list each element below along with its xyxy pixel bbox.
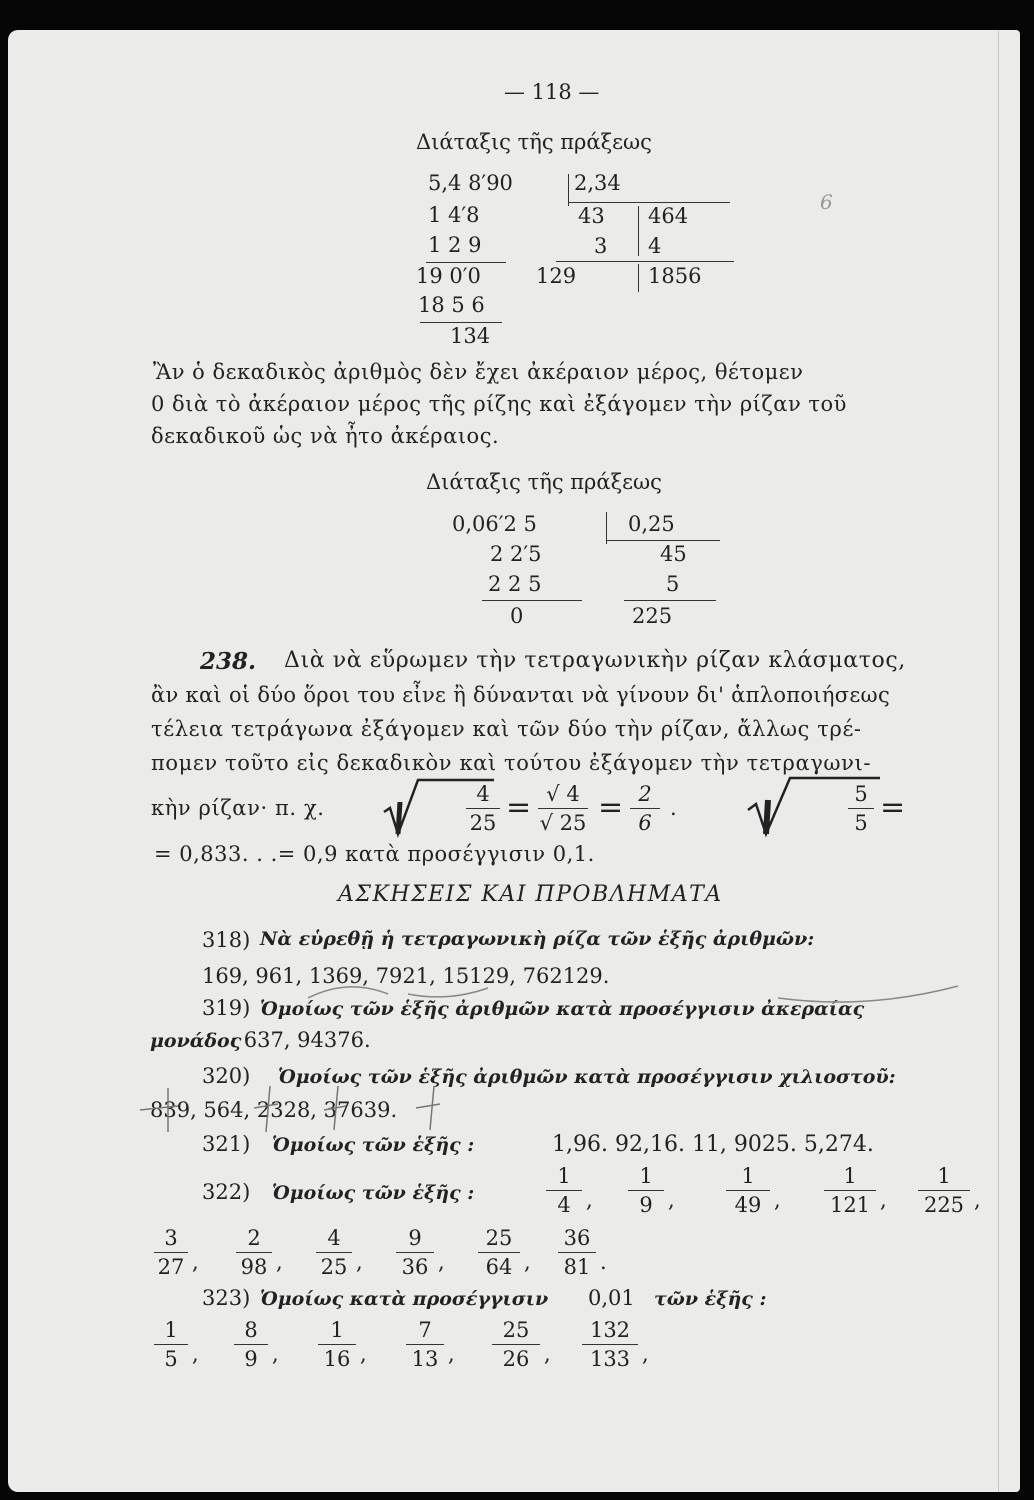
numerator: 3 [164,1226,178,1250]
separator: , [360,1342,367,1366]
exercise-values: : 637, 94376. [230,1028,371,1052]
right-b: 1856 [648,264,702,288]
fraction [824,1164,876,1217]
separator: , [642,1342,649,1366]
fraction [478,1226,520,1279]
denominator: 133 [589,1347,631,1371]
left-line: 19 0′0 [416,264,481,288]
left-line: 1 2 9 [428,233,482,257]
exercise-label: 319) [202,996,251,1020]
paragraph-line: πομεν τοῦτο εἰς δεκαδικὸν καὶ τούτου ἐξάγομεν τὴν τετραγωνι- [151,751,872,775]
right-a: 129 [536,264,577,288]
exercise-label: 321) [202,1132,251,1156]
separator: , [192,1342,199,1366]
denominator: 27 [157,1255,185,1279]
paragraph-number: 238. [200,648,257,675]
fraction [628,1164,664,1217]
separator: , [774,1188,781,1212]
book-page [8,30,1020,1492]
right-line: 225 [632,604,673,628]
numerator: 1 [557,1164,571,1188]
numerator: 2 [247,1226,261,1250]
fraction: 2 6 [630,782,660,835]
paragraph-line: Διὰ νὰ εὕρωμεν τὴν τετραγωνικὴν ρίζαν κλάσματος, [284,648,906,673]
fraction [582,1318,638,1371]
separator: , [356,1250,363,1274]
paragraph-line: Ἂν ὁ δεκαδικὸς ἀριθμὸς δὲν ἔχει ἀκέραιον μέρος, θέτομεν [153,360,804,384]
fraction [492,1318,540,1371]
fraction: 4 25 [466,782,500,835]
denominator: 26 [502,1347,530,1371]
left-line: 1 4′8 [428,203,480,227]
pencil-note: 6 [820,190,833,214]
right-a: 3 [594,234,608,258]
exercise-text: Ὁμοίως τῶν ἑξῆς : [272,1134,475,1156]
fraction [316,1226,352,1279]
separator: , [544,1342,551,1366]
left-line: 5,4 8′90 [428,171,513,195]
denominator: 98 [240,1255,268,1279]
separator: , [974,1188,981,1212]
numerator: 7 [418,1318,432,1342]
separator: , [586,1188,593,1212]
separator: , [438,1250,445,1274]
exercise-text: μονάδος [150,1030,242,1052]
equals-sign: = [880,790,906,825]
exercise-label: 320) [202,1064,251,1088]
denominator: 13 [411,1347,439,1371]
separator: , [880,1188,887,1212]
separator: , [448,1342,455,1366]
exercise-text: Νὰ εὑρεθῇ ἡ τετραγωνικὴ ρίζα τῶν ἑξῆς ἀριθμῶν: [260,928,815,950]
exercise-text: Ὁμοίως κατὰ προσέγγισιν [260,1288,549,1310]
fraction [726,1164,770,1217]
separator: , [276,1250,283,1274]
fraction [546,1164,582,1217]
fraction [154,1226,188,1279]
exercise-label: 318) [202,928,251,952]
left-line: 0,06′2 5 [452,512,537,536]
paragraph-line: 0 διὰ τὸ ἀκέραιον μέρος τῆς ρίζης καὶ ἐξάγομεν τὴν ρίζαν τοῦ [151,392,847,416]
exercise-text: Ὁμοίως τῶν ἑξῆς ἀριθμῶν κατὰ προσέγγισιν ἀκεραίας [260,998,865,1020]
numerator: 8 [244,1318,258,1342]
fraction [558,1226,596,1279]
fraction [396,1226,434,1279]
right-line: 45 [660,542,687,566]
denominator: 5 [164,1347,178,1371]
numerator: 132 [589,1318,631,1342]
pencil-marks [138,1080,558,1140]
numerator: 1 [164,1318,178,1342]
arrangement-heading-2: Διάταξις τῆς πράξεως [426,470,662,494]
exercise-text: Ὁμοίως τῶν ἑξῆς : [272,1182,475,1204]
paragraph-line: ἂν καὶ οἱ δύο ὅροι του εἶνε ἢ δύνανται νὰ γίνουν δι' ἁπλοποιήσεως [151,683,891,707]
fraction [318,1318,356,1371]
left-line: 2 2′5 [490,542,542,566]
separator: , [524,1250,531,1274]
right-b: 464 [648,204,689,228]
fraction [918,1164,970,1217]
denominator: 49 [734,1193,762,1217]
denominator: 64 [485,1255,513,1279]
exercise-label: 322) [202,1180,251,1204]
exercises-title: ΑΣΚΗΣΕΙΣ ΚΑΙ ΠΡΟΒΛΗΜΑΤΑ [338,882,723,907]
denominator: 25 [320,1255,348,1279]
paragraph-line: τέλεια τετράγωνα ἐξάγομεν καὶ τῶν δύο τὴν ρίζαν, ἄλλως τρέ- [151,717,862,741]
separator: . [600,1250,607,1274]
page-number: — 118 — [504,80,600,104]
numerator: 36 [563,1226,591,1250]
approximation-line: = 0,833. . .= 0,9 κατὰ προσέγγισιν 0,1. [154,842,595,866]
numerator: 4 [327,1226,341,1250]
pencil-underline [308,958,968,1008]
right-a: 43 [578,204,605,228]
paragraph-line: δεκαδικοῦ ὡς νὰ ἦτο ἀκέραιος. [151,424,500,448]
separator: , [668,1188,675,1212]
numerator: 9 [408,1226,422,1250]
denominator: 121 [829,1193,871,1217]
exercise-values: 1,96. 92,16. 11, 9025. 5,274. [552,1132,874,1157]
numerator: 1 [843,1164,857,1188]
right-b: 4 [648,234,662,258]
denominator: 225 [923,1193,965,1217]
equals-sign: = [506,790,532,825]
fraction [234,1318,268,1371]
denominator: 9 [639,1193,653,1217]
separator: , [272,1342,279,1366]
example-prefix: κὴν ρίζαν· π. χ. [151,796,325,820]
left-line: 18 5 6 [418,293,485,317]
fraction [236,1226,272,1279]
exercise-value: 0,01 [588,1286,635,1310]
left-line: 0 [510,604,524,628]
period: . [670,796,677,820]
numerator: 1 [639,1164,653,1188]
root-result: 0,25 [628,512,675,536]
numerator: 25 [502,1318,530,1342]
exercise-label: 323) [202,1286,251,1310]
numerator: 1 [741,1164,755,1188]
exercise-values: 169, 961, 1369, 7921, 15129, 762129. [202,964,610,988]
numerator: 1 [330,1318,344,1342]
left-line: 2 2 5 [488,572,542,596]
arrangement-heading-1: Διάταξις τῆς πράξεως [416,130,652,154]
fraction [406,1318,444,1371]
fraction [154,1318,188,1371]
fraction: 5 5 [848,782,874,835]
fraction: √ 4 √ 25 [539,782,587,835]
separator: , [192,1250,199,1274]
right-line: 5 [666,572,680,596]
denominator: 9 [244,1347,258,1371]
denominator: 81 [563,1255,591,1279]
exercise-text: Ὁμοίως τῶν ἑξῆς ἀριθμῶν κατὰ προσέγγισιν χιλιοστοῦ: [278,1066,896,1088]
root-result: 2,34 [574,171,621,195]
denominator: 16 [323,1347,351,1371]
denominator: 36 [401,1255,429,1279]
left-line: 134 [450,324,491,348]
exercise-text: τῶν ἑξῆς : [654,1288,767,1310]
equals-sign: = [598,790,624,825]
numerator: 25 [485,1226,513,1250]
exercise-values: 839, 564, 2328, 37639. [150,1098,398,1122]
numerator: 1 [937,1164,951,1188]
denominator: 4 [557,1193,571,1217]
